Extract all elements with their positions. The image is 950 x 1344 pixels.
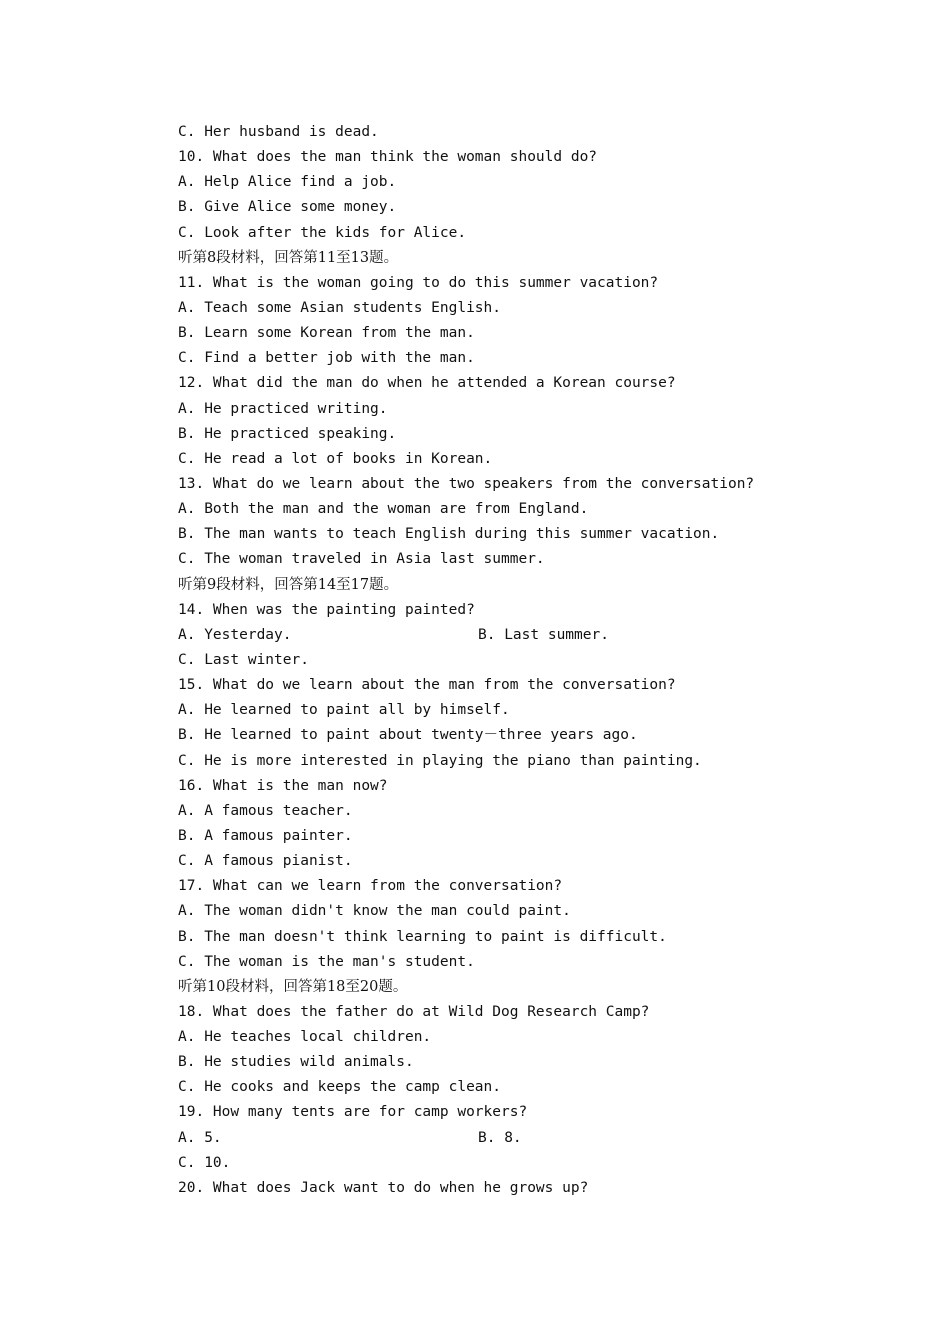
option-line: A. He teaches local children.	[178, 1029, 432, 1046]
option-line: C. 10.	[178, 1154, 231, 1171]
question-line: 12. What did the man do when he attended a Korean course?	[178, 375, 676, 392]
question-line: 10. What does the man think the woman should do?	[178, 149, 598, 166]
option-row	[178, 623, 878, 648]
option-line: A. Yesterday.	[178, 626, 292, 643]
option-line: B. Last summer.	[478, 626, 609, 643]
option-line: B. A famous painter.	[178, 827, 353, 844]
question-text-block	[178, 120, 878, 1201]
option-line: B. 8.	[478, 1129, 522, 1146]
section-heading: 听第10段材料，回答第18至20题。	[178, 978, 408, 995]
option-row	[178, 1126, 878, 1151]
option-line: A. Both the man and the woman are from England.	[178, 501, 589, 518]
option-line: C. Last winter.	[178, 651, 309, 668]
question-line: 19. How many tents are for camp workers?	[178, 1104, 528, 1121]
section-heading: 听第9段材料，回答第14至17题。	[178, 576, 399, 593]
option-line: C. A famous pianist.	[178, 853, 353, 870]
option-line: C. He read a lot of books in Korean.	[178, 450, 493, 467]
option-line: C. He is more interested in playing the piano than painting.	[178, 752, 702, 769]
option-line: B. He studies wild animals.	[178, 1054, 414, 1071]
option-line: A. He practiced writing.	[178, 400, 388, 417]
question-line: 15. What do we learn about the man from the conversation?	[178, 677, 676, 694]
option-line: C. The woman is the man's student.	[178, 953, 475, 970]
option-line: A. He learned to paint all by himself.	[178, 702, 510, 719]
option-line: A. A famous teacher.	[178, 802, 353, 819]
option-line: A. Help Alice find a job.	[178, 174, 397, 191]
option-line: C. The woman traveled in Asia last summer.	[178, 551, 545, 568]
question-line: 20. What does Jack want to do when he grows up?	[178, 1179, 589, 1196]
option-line: C. Her husband is dead.	[178, 124, 379, 140]
option-line: B. He practiced speaking.	[178, 425, 397, 442]
question-line: 16. What is the man now?	[178, 777, 388, 794]
option-line: B. He learned to paint about twenty－three years ago.	[178, 727, 638, 744]
option-line: B. The man wants to teach English during this summer vacation.	[178, 526, 720, 543]
question-line: 13. What do we learn about the two speakers from the conversation?	[178, 475, 755, 492]
option-line: C. He cooks and keeps the camp clean.	[178, 1079, 502, 1096]
question-line: 17. What can we learn from the conversation?	[178, 878, 563, 895]
option-line: A. 5.	[178, 1129, 222, 1146]
option-line: B. Give Alice some money.	[178, 199, 397, 216]
section-heading: 听第8段材料，回答第11至13题。	[178, 249, 399, 266]
option-line: A. The woman didn't know the man could paint.	[178, 903, 571, 920]
question-line: 11. What is the woman going to do this summer vacation?	[178, 274, 659, 291]
option-line: B. Learn some Korean from the man.	[178, 325, 475, 342]
option-line: A. Teach some Asian students English.	[178, 299, 502, 316]
question-line: 18. What does the father do at Wild Dog Research Camp?	[178, 1003, 650, 1020]
option-line: C. Look after the kids for Alice.	[178, 224, 467, 241]
option-line: C. Find a better job with the man.	[178, 350, 475, 367]
option-line: B. The man doesn't think learning to paint is difficult.	[178, 928, 667, 945]
question-line: 14. When was the painting painted?	[178, 601, 475, 618]
